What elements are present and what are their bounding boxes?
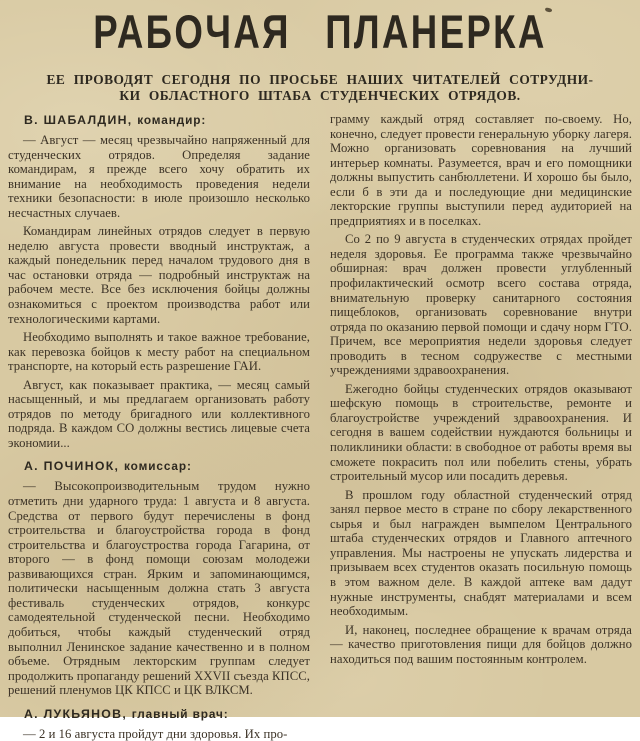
left-column xyxy=(8,110,310,741)
speaker-name: А. ЛУКЬЯНОВ, xyxy=(24,706,132,721)
speaker-heading xyxy=(8,459,310,474)
paragraph: Со 2 по 9 августа в студенческих отрядах пройдет неделя здоровья. Ее программа также чрезвычайно обширная: врач должен провести углубленный профилактический осмотр всего состава отряда, внимательную проверку санитарного состояния пищеблоков, организовать соревнование внутри отряда по оказанию первой помощи и сдачу норм ГТО. Причем, все мероприятия недели здоровья следует проводить в тесном содружестве с местными учреждениями здравоохранения. xyxy=(330,232,632,378)
speaker-role: главный врач: xyxy=(131,706,229,721)
paragraph: Ежегодно бойцы студенческих отрядов оказывают шефскую помощь в строительстве, ремонте и благоустройстве учреждений здравоохранения. И сегодня в вашем содействии нуждаются больницы и поликлиники области: в свободное от работы время вы сможете покрасить пол или побелить стены, убрать строительный мусор или посадить деревья. xyxy=(330,381,632,484)
article-subtitle xyxy=(0,72,640,103)
speaker-role: комиссар: xyxy=(123,459,192,474)
paragraph: грамму каждый отряд составляет по-своему. Но, конечно, следует провести генеральную уборку лагеря. Можно организовать соревнования на лучший интерьер комнаты. Разумеется, врач и его помощники должны выпустить санбюллетени. И хорошо бы было, если б в эти да и последующие дни медицинские лекторские группы выступили перед аудиторией на предприятиях и в поселках. xyxy=(330,112,632,228)
article-title: РАБОЧАЯ ПЛАНЕРКА xyxy=(93,5,547,58)
speaker-heading xyxy=(8,113,310,128)
paragraph: Командирам линейных отрядов следует в первую неделю августа провести вводный инструктаж, а каждый понедельник перед началом трудового дня в час остановки отряда — подробный инструктаж на рабочем месте. Все без исключения бойцы должны ознакомиться с проектом производства работ или технологическими картами. xyxy=(8,224,310,326)
subtitle-line-2: КИ ОБЛАСТНОГО ШТАБА СТУДЕНЧЕСКИХ ОТРЯДОВ. xyxy=(119,87,521,103)
subtitle-line-1: ЕЕ ПРОВОДЯТ СЕГОДНЯ ПО ПРОСЬБЕ НАШИХ ЧИТАТЕЛЕЙ СОТРУДНИ- xyxy=(46,72,594,87)
masthead xyxy=(0,0,640,103)
article-body xyxy=(0,103,640,741)
paragraph: Август, как показывает практика, — месяц самый насыщенный, и мы предлагаем организовать работу отрядов по методу бригадного или коллективного подряда. В каждом СО должны вестись лицевые счета экономии... xyxy=(8,377,310,450)
speaker-heading xyxy=(8,707,310,722)
paragraph: Необходимо выполнять и такое важное требование, как перевозка бойцов к месту работ на специальном транспорте, на который есть разрешение ГАИ. xyxy=(8,330,310,374)
right-column xyxy=(330,110,632,666)
paragraph: — Август — месяц чрезвычайно напряженный для студенческих отрядов. Определяя задание командирам, я прежде всего хочу обратить их внимание на необходимость проведения недели техники безопасности: в июле произошло несколько несчастных случаев. xyxy=(8,133,310,220)
speaker-role: командир: xyxy=(137,113,207,127)
speaker-name: В. ШАБАЛДИН, xyxy=(24,113,138,127)
paragraph: — Высокопроизводительным трудом нужно отметить дни ударного труда: 1 августа и 8 августа. Средства от первого будут перечислены в фонд строительства и благоустройства города в фонд строительства и благоустроства города Гагарина, от второго — в фонд помощи союзам молодежи развивающихся стран. Ярким и запоминающимся, политически насыщенным должна стать 3 августа фестиваль студенческих отрядов, конкурс самодеятельной студенческой песни. Необходимо добиться, чтобы каждый студенческий отряд выполнил Ленинское задание качественно и в полном объеме. Отрядным лекторским группам следует продолжить пропаганду решений XXVII съезда КПСС, решений пленумов ЦК КПСС и ЦК ВЛКСМ. xyxy=(8,479,310,698)
paragraph: — 2 и 16 августа пройдут дни здоровья. Их про- xyxy=(23,726,288,741)
paragraph: И, наконец, последнее обращение к врачам отряда — качество приготовления пищи для бойцов должно находиться под вашим постоянным контролем. xyxy=(330,622,632,666)
speaker-name: А. ПОЧИНОК, xyxy=(24,459,124,474)
paragraph: В прошлом году областной студенческий отряд занял первое место в стране по сбору лекарственного сырья и был награжден вымпелом Центрального штаба студенческих отрядов и Главного аптечного управления. Мы настроены не упускать лидерства и призываем всех студентов оказать посильную помощь в этом важном деле. В каждой аптеке вам дадут нужные инструменты, снабдят материалами и всем необходимым. xyxy=(330,487,632,619)
